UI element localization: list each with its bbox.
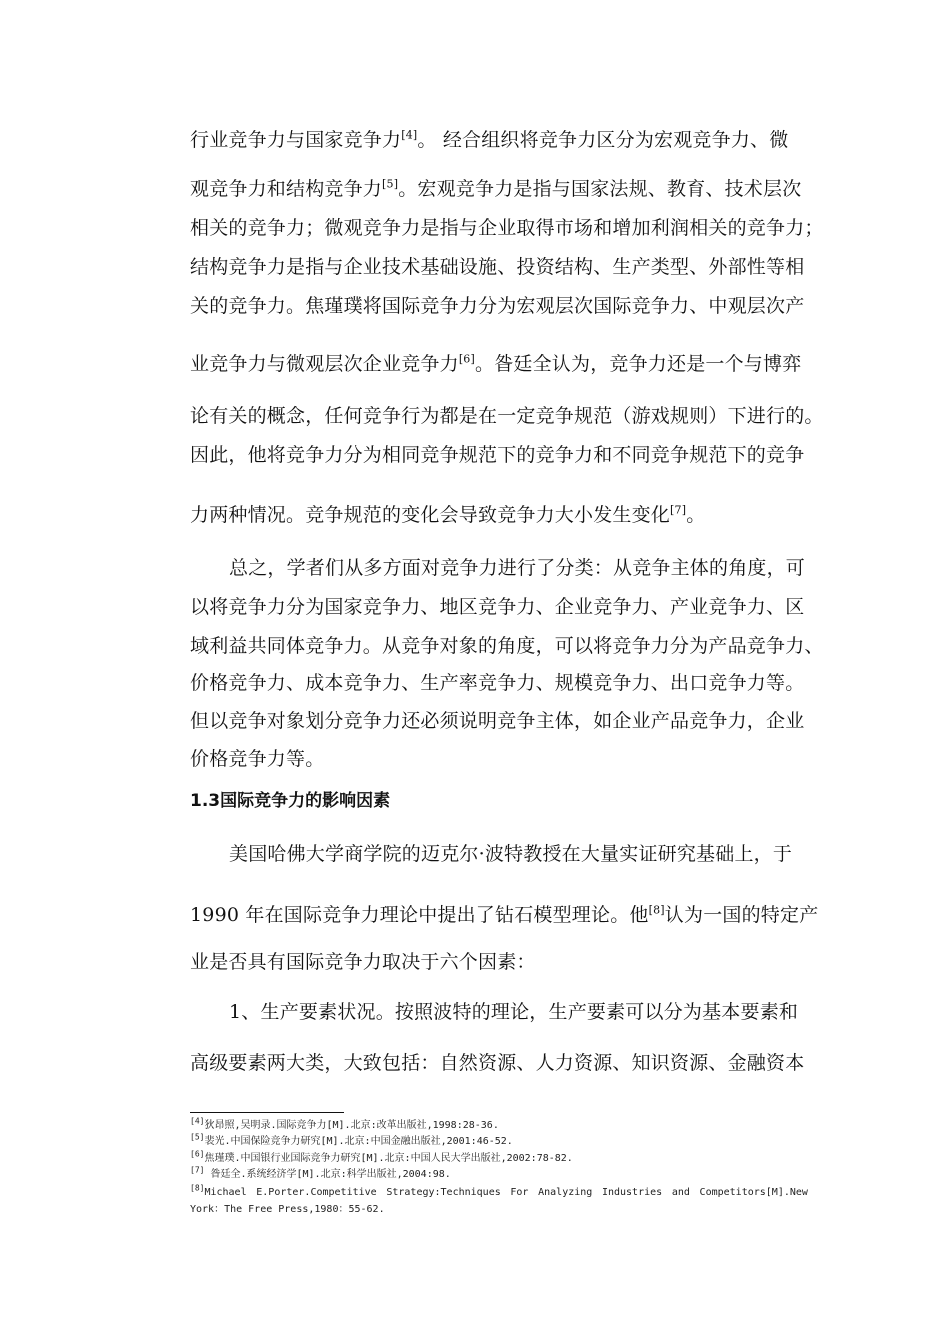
footnote-mark: [5] [190,1132,205,1142]
citation-ref: [5] [382,177,399,191]
citation-ref: [8] [648,903,665,917]
footnote: [8]Michael E.Porter.Competitive Strategy:Techniques For Analyzing Industries and Competitors[M].New [190,1183,808,1198]
body-line: 但以竞争对象划分竞争力还必须说明竞争主体，如企业产品竞争力，企业 [190,710,805,732]
body-line: 1、生产要素状况。按照波特的理论，生产要素可以分为基本要素和 [229,1001,799,1023]
body-line: 关的竞争力。焦瑾璞将国际竞争力分为宏观层次国际竞争力、中观层次产 [190,295,805,317]
footnote-divider [190,1112,344,1113]
citation-ref: [7] [670,503,687,517]
citation-ref: [4] [401,128,418,142]
footnote: [4]狄昂照,吴明录.国际竞争力[M].北京:改革出版社,1998:28-36. [190,1116,499,1131]
body-line: 相关的竞争力；微观竞争力是指与企业取得市场和增加利润相关的竞争力； [190,217,824,239]
section-heading: 1.3国际竞争力的影响因素 [190,791,391,811]
body-line: 结构竞争力是指与企业技术基础设施、投资结构、生产类型、外部性等相 [190,256,805,278]
body-line: 因此，他将竞争力分为相同竞争规范下的竞争力和不同竞争规范下的竞争 [190,444,805,466]
body-line: 观竞争力和结构竞争力[5]。宏观竞争力是指与国家法规、教育、技术层次 [190,177,802,200]
footnote-mark: [6] [190,1149,205,1159]
footnote: [6]焦瑾璞.中国银行业国际竞争力研究[M].北京:中国人民大学出版社,2002:78-82. [190,1149,573,1164]
body-line: 业竞争力与微观层次企业竞争力[6]。昝廷全认为，竞争力还是一个与博弈 [190,352,802,375]
footnote-mark: [8] [190,1183,205,1193]
body-line: 论有关的概念，任何竞争行为都是在一定竞争规范（游戏规则）下进行的。 [190,405,824,427]
body-line: 域利益共同体竞争力。从竞争对象的角度，可以将竞争力分为产品竞争力、 [190,635,824,657]
body-line: 总之，学者们从多方面对竞争力进行了分类：从竞争主体的角度，可 [229,557,806,579]
footnote: [5]裴光.中国保险竞争力研究[M].北京:中国金融出版社,2001:46-52. [190,1132,513,1147]
body-line: 1990 年在国际竞争力理论中提出了钻石模型理论。他[8]认为一国的特定产 [190,903,819,926]
body-line: 高级要素两大类，大致包括：自然资源、人力资源、知识资源、金融资本 [190,1052,805,1074]
body-line: 美国哈佛大学商学院的迈克尔·波特教授在大量实证研究基础上，于 [229,843,793,865]
body-line: 行业竞争力与国家竞争力[4]。 经合组织将竞争力区分为宏观竞争力、微 [190,128,789,151]
footnote-mark: [4] [190,1116,205,1126]
body-line: 业是否具有国际竞争力取决于六个因素： [190,951,536,973]
body-line: 价格竞争力、成本竞争力、生产率竞争力、规模竞争力、出口竞争力等。 [190,672,805,694]
footnote-mark: [7] [190,1165,205,1175]
body-line: 以将竞争力分为国家竞争力、地区竞争力、企业竞争力、产业竞争力、区 [190,596,805,618]
citation-ref: [6] [458,352,475,366]
footnote-continuation: York：The Free Press,1980：55-62. [190,1204,385,1215]
body-line: 力两种情况。竞争规范的变化会导致竞争力大小发生变化[7]。 [190,503,706,526]
body-line: 价格竞争力等。 [190,748,325,770]
footnote: [7] 昝廷全.系统经济学[M].北京:科学出版社,2004:98. [190,1165,451,1180]
